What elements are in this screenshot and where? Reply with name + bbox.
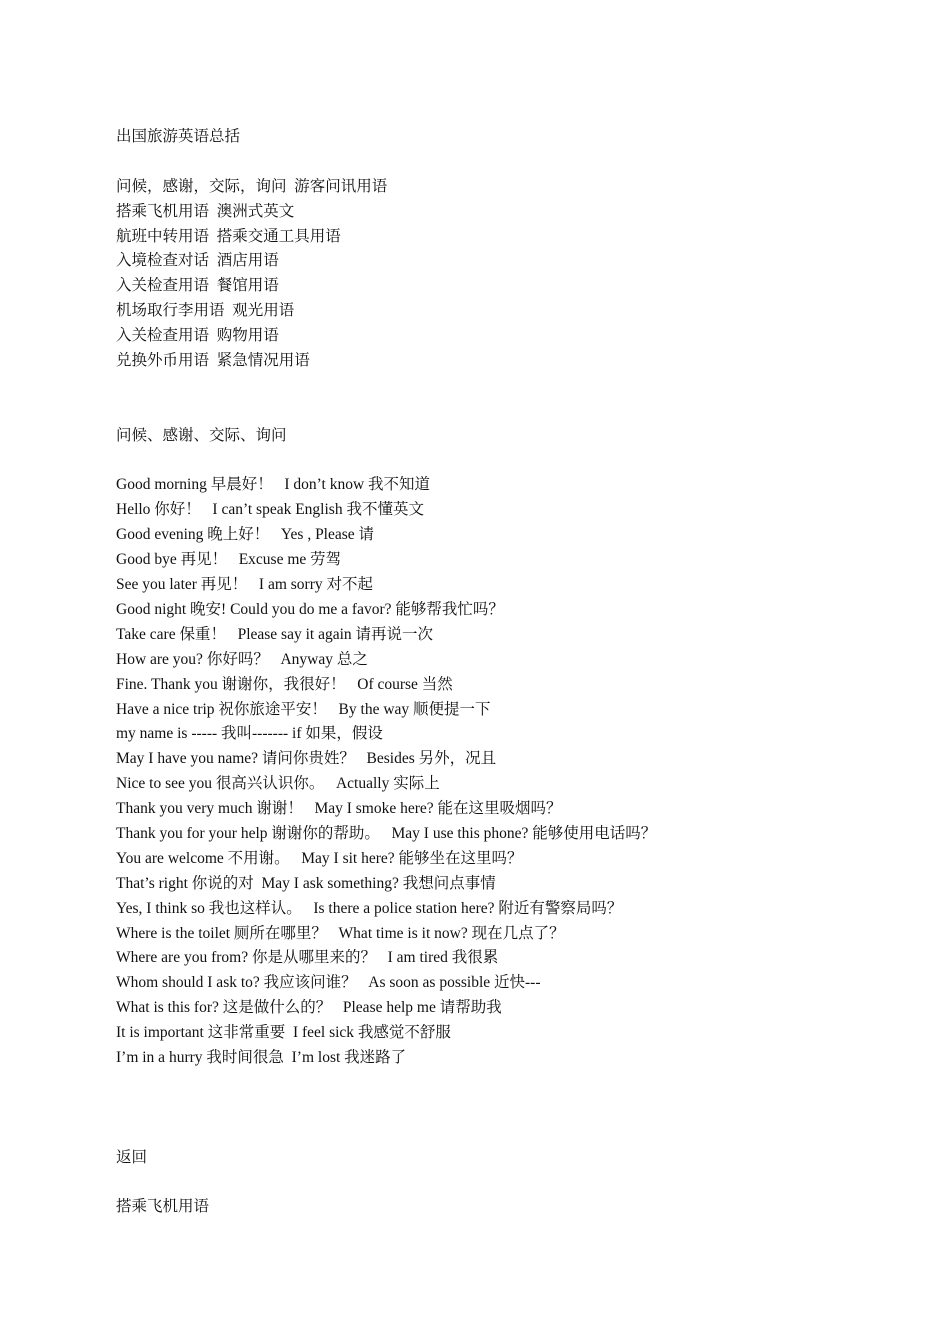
phrase-line: Where are you from? 你是从哪里来的？ I am tired 我很累 bbox=[116, 949, 499, 967]
phrase-line: May I have you name? 请问你贵姓？ Besides 另外，况且 bbox=[116, 750, 497, 768]
phrase-line: That’s right 你说的对 May I ask something? 我想问点事情 bbox=[116, 874, 496, 892]
toc-item: 入境检查对话 酒店用语 bbox=[116, 252, 279, 270]
document-title: 出国旅游英语总括 bbox=[116, 128, 241, 145]
phrase-line: Good bye 再见！ Excuse me 劳驾 bbox=[116, 551, 342, 569]
phrase-line: You are welcome 不用谢。 May I sit here? 能够坐在这里吗？ bbox=[116, 849, 523, 867]
phrase-line: Good morning 早晨好！ I don’t know 我不知道 bbox=[116, 476, 431, 494]
phrase-line: Nice to see you 很高兴认识你。 Actually 实际上 bbox=[116, 775, 440, 793]
phrase-list bbox=[116, 473, 916, 1070]
toc-item: 航班中转用语 搭乘交通工具用语 bbox=[116, 227, 341, 245]
toc-item: 入关检查用语 购物用语 bbox=[116, 327, 279, 345]
phrase-line: Fine. Thank you 谢谢你，我很好！ Of course 当然 bbox=[116, 675, 453, 693]
phrase-line: Good night 晚安! Could you do me a favor? 能够帮我忙吗？ bbox=[116, 600, 504, 618]
phrase-line: Take care 保重！ Please say it again 请再说一次 bbox=[116, 625, 434, 643]
phrase-line: Thank you very much 谢谢！ May I smoke here? 能在这里吸烟吗？ bbox=[116, 800, 562, 818]
toc-item: 兑换外币用语 紧急情况用语 bbox=[116, 352, 310, 370]
spacer bbox=[116, 150, 916, 175]
table-of-contents bbox=[116, 175, 916, 374]
toc-item: 搭乘飞机用语 澳洲式英文 bbox=[116, 202, 295, 220]
spacer bbox=[116, 374, 916, 424]
phrase-line: What is this for? 这是做什么的？ Please help me 请帮助我 bbox=[116, 999, 502, 1017]
spacer bbox=[116, 1170, 916, 1195]
phrase-line: See you later 再见！ I am sorry 对不起 bbox=[116, 576, 373, 594]
phrase-line: It is important 这非常重要 I feel sick 我感觉不舒服 bbox=[116, 1024, 451, 1042]
back-link[interactable]: 返回 bbox=[116, 1148, 148, 1166]
toc-item: 问候，感谢，交际，询问 游客问讯用语 bbox=[116, 177, 388, 195]
phrase-line: Where is the toilet 厕所在哪里？ What time is it now? 现在几点了？ bbox=[116, 924, 565, 942]
section-heading-greetings: 问候、感谢、交际、询问 bbox=[116, 426, 287, 444]
spacer bbox=[116, 1071, 916, 1146]
phrase-line: Good evening 晚上好！ Yes , Please 请 bbox=[116, 526, 375, 544]
spacer bbox=[116, 449, 916, 474]
phrase-line: Yes, I think so 我也这样认。 Is there a police station here? 附近有警察局吗？ bbox=[116, 899, 623, 917]
phrase-line: How are you? 你好吗？ Anyway 总之 bbox=[116, 650, 368, 668]
section-heading-flight: 搭乘飞机用语 bbox=[116, 1198, 210, 1216]
toc-item: 机场取行李用语 观光用语 bbox=[116, 302, 295, 320]
toc-item: 入关检查用语 餐馆用语 bbox=[116, 277, 279, 295]
phrase-line: Hello 你好！ I can’t speak English 我不懂英文 bbox=[116, 501, 424, 519]
phrase-line: Have a nice trip 祝你旅途平安！ By the way 顺便提一下 bbox=[116, 700, 491, 718]
phrase-line: my name is ----- 我叫------- if 如果，假设 bbox=[116, 725, 383, 743]
document-page bbox=[116, 125, 916, 1220]
phrase-line: I’m in a hurry 我时间很急 I’m lost 我迷路了 bbox=[116, 1048, 407, 1066]
phrase-line: Thank you for your help 谢谢你的帮助。 May I use this phone? 能够使用电话吗？ bbox=[116, 824, 657, 842]
phrase-line: Whom should I ask to? 我应该问谁？ As soon as possible 近快--- bbox=[116, 974, 541, 992]
